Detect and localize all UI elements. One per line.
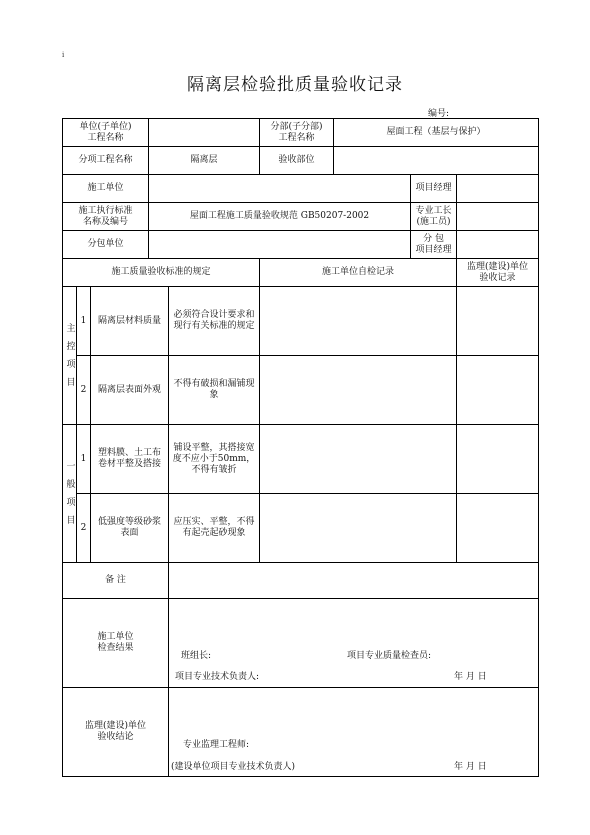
remarks-value[interactable] [169,563,539,599]
construction-check-label: 施工单位 检查结果 [63,599,169,688]
subcontract-unit-label: 分包单位 [63,231,149,259]
main-item-1-name: 隔离层材料质量 [91,287,169,356]
general-item-2-name: 低强度等级砂浆表面 [91,494,169,563]
main-item-1-supervision[interactable] [457,287,539,356]
acceptance-part-value[interactable] [334,147,539,175]
quality-inspector-label: 项目专业质量检查员: [347,651,432,661]
general-item-2-supervision[interactable] [457,494,539,563]
standard-label: 施工执行标准 名称及编号 [63,203,149,231]
main-items-group-text: 主控项目 [66,323,76,388]
main-item-2-supervision[interactable] [457,356,539,425]
main-item-2-name: 隔离层表面外观 [91,356,169,425]
general-item-2-self-check[interactable] [260,494,457,563]
main-item-1-requirement: 必须符合设计要求和现行有关标准的规定 [169,287,260,356]
supervision-conclusion-area[interactable] [169,688,539,777]
general-item-2-no: 2 [77,494,91,563]
subcontract-unit-value[interactable] [149,231,411,259]
construction-unit-value[interactable] [149,175,411,203]
corner-mark: i [62,51,65,59]
main-item-2-requirement: 不得有破损和漏铺现象 [169,356,260,425]
main-item-2-self-check[interactable] [260,356,457,425]
page-title: 隔离层检验批质量验收记录 [187,75,403,95]
tech-lead-label: 项目专业技术负责人: [175,672,260,682]
remarks-label: 备 注 [63,563,169,599]
supervision-header: 监理(建设)单位 验收记录 [457,259,539,287]
project-manager-value[interactable] [457,175,539,203]
construction-unit-label: 施工单位 [63,175,149,203]
foreman-label: 专业工长 (施工员) [411,203,457,231]
subcontract-manager-label: 分 包 项目经理 [411,231,457,259]
inspection-record-table [62,118,539,777]
main-item-1-no: 1 [77,287,91,356]
supervision-conclusion-label: 监理(建设)单位 验收结论 [63,688,169,777]
unit-project-label: 单位(子单位) 工程名称 [63,119,149,147]
main-items-group-label [63,287,77,425]
general-item-1-requirement: 铺设平整，其搭接宽度不应小于50mm，不得有皱折 [169,425,260,494]
acceptance-part-label: 验收部位 [260,147,334,175]
project-manager-label: 项目经理 [411,175,457,203]
team-leader-label: 班组长: [181,651,212,661]
construction-check-area[interactable] [169,599,539,688]
general-items-group-label [63,425,77,563]
main-item-1-self-check[interactable] [260,287,457,356]
sub-item-value[interactable]: 隔离层 [149,147,260,175]
owner-representative-label: (建设单位项目专业技术负责人) [171,762,296,772]
subcontract-manager-value[interactable] [457,231,539,259]
construction-check-date: 年 月 日 [454,672,487,682]
general-item-2-requirement: 应压实、平整，不得有起壳起砂现象 [169,494,260,563]
general-item-1-supervision[interactable] [457,425,539,494]
serial-number-label: 编号: [428,109,450,119]
unit-project-value[interactable] [149,119,260,147]
foreman-value[interactable] [457,203,539,231]
supervision-engineer-label: 专业监理工程师: [183,740,250,750]
general-items-group-text: 一般项目 [66,461,76,526]
supervision-conclusion-date: 年 月 日 [454,762,487,772]
self-check-header: 施工单位自检记录 [260,259,457,287]
general-item-1-no: 1 [77,425,91,494]
sub-department-value[interactable]: 屋面工程（基层与保护） [334,119,539,147]
sub-item-label: 分项工程名称 [63,147,149,175]
main-item-2-no: 2 [77,356,91,425]
sub-department-label: 分部(子分部) 工程名称 [260,119,334,147]
standard-header: 施工质量验收标准的规定 [63,259,260,287]
general-item-1-self-check[interactable] [260,425,457,494]
standard-value[interactable]: 屋面工程施工质量验收规范 GB50207-2002 [149,203,411,231]
general-item-1-name: 塑料膜、土工布卷材平整及搭接 [91,425,169,494]
